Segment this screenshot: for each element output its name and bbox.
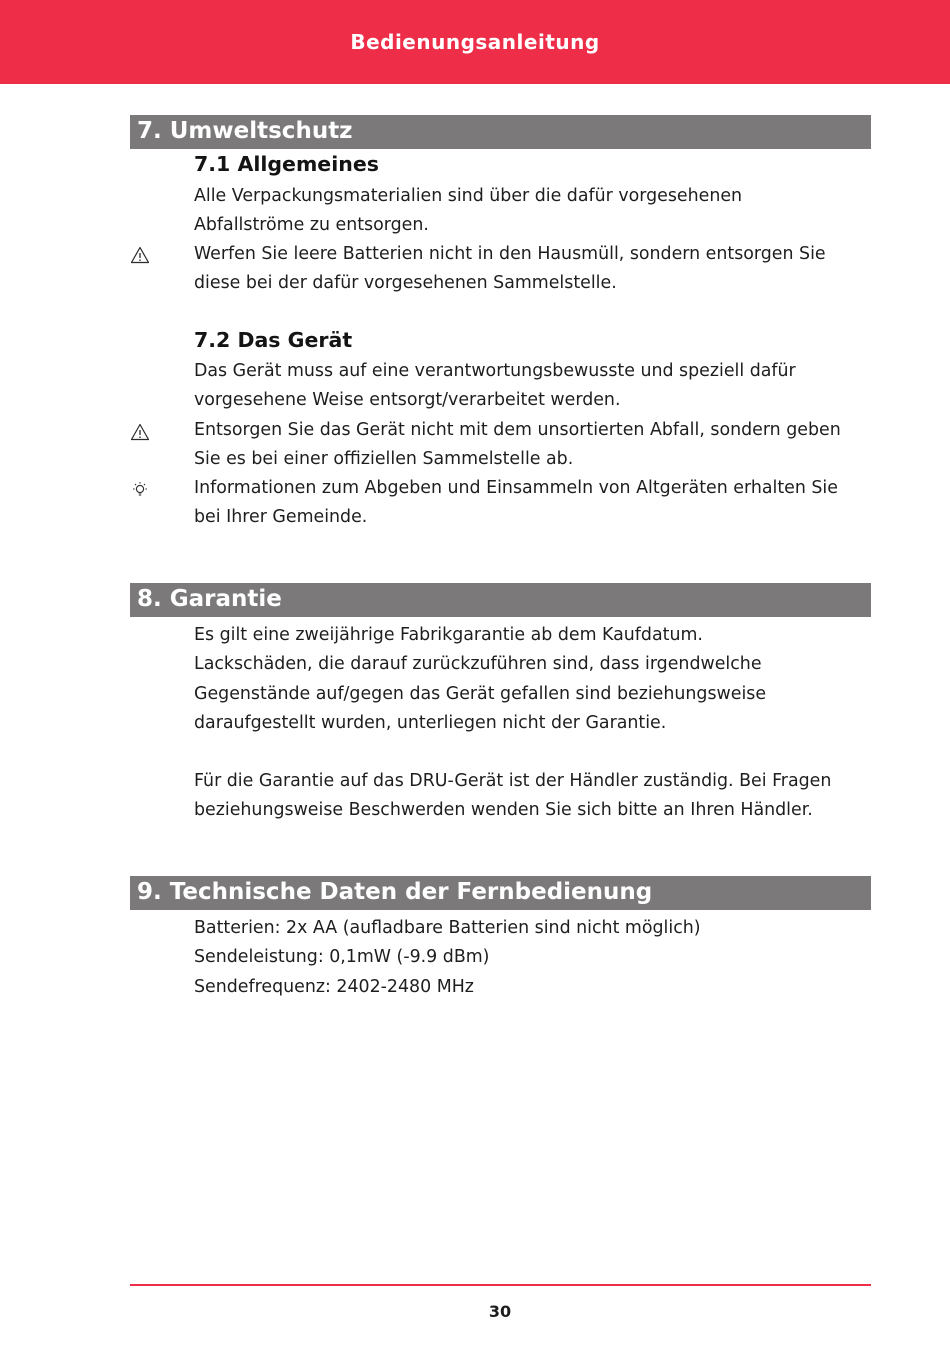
paragraph-device-disposal [194,357,874,416]
subsection-heading-7-2: 7.2 Das Gerät [194,328,353,352]
text-line: Entsorgen Sie das Gerät nicht mit dem unsortierten Abfall, sondern geben [194,420,841,440]
text-line: Sie es bei einer offiziellen Sammelstelle ab. [194,449,574,470]
text-line: Für die Garantie auf das DRU-Gerät ist der Händler zuständig. Bei Fragen [194,771,832,791]
text-line: vorgesehene Weise entsorgt/verarbeitet werden. [194,390,621,411]
paragraph-packaging [194,182,874,241]
paragraph-device-warning [194,416,874,475]
text-line: Gegenstände auf/gegen das Gerät gefallen sind beziehungsweise [194,683,767,704]
section-heading-8 [130,583,871,617]
header-band [0,0,950,84]
footer-rule [130,1284,871,1286]
subsection-heading-7-1: 7.1 Allgemeines [194,152,379,176]
text-line: diese bei der dafür vorgesehenen Sammelstelle. [194,273,617,294]
paragraph-warranty [194,621,874,738]
text-line: daraufgestellt wurden, unterliegen nicht der Garantie. [194,712,667,733]
text-line: Lackschäden, die darauf zurückzuführen sind, dass irgendwelche [194,654,762,675]
section-title: 9. Technische Daten der Fernbedienung [137,879,653,905]
text-line: Werfen Sie leere Batterien nicht in den Hausmüll, sondern entsorgen Sie [194,244,826,264]
page-number: 30 [488,1302,512,1321]
paragraph-collection-info [194,474,874,533]
section-heading-9 [130,876,871,910]
spec-batteries: Batterien: 2x AA (aufladbare Batterien sind nicht möglich) [194,918,701,938]
text-line: Abfallströme zu entsorgen. [194,215,429,236]
text-line: Das Gerät muss auf eine verantwortungsbewusste und speziell dafür [194,361,796,381]
text-line: Alle Verpackungsmaterialien sind über die dafür vorgesehenen [194,186,743,206]
paragraph-dealer [194,767,874,826]
warning-triangle-icon [130,423,150,443]
lightbulb-icon [130,480,150,500]
spec-frequency: Sendefrequenz: 2402-2480 MHz [194,976,474,997]
text-line: Informationen zum Abgeben und Einsammeln von Altgeräten erhalten Sie [194,478,838,498]
paragraph-battery-warning [194,240,874,299]
text-line: Es gilt eine zweijährige Fabrikgarantie ab dem Kaufdatum. [194,625,703,645]
document-title: Bedienungsanleitung [350,30,600,54]
spec-transmit-power: Sendeleistung: 0,1mW (-9.9 dBm) [194,947,490,968]
warning-triangle-icon [130,246,150,266]
text-line: bei Ihrer Gemeinde. [194,507,368,528]
section-title: 7. Umweltschutz [137,118,353,144]
tech-specs-list [194,914,874,1002]
section-heading-7 [130,115,871,149]
section-title: 8. Garantie [137,586,282,612]
text-line: beziehungsweise Beschwerden wenden Sie sich bitte an Ihren Händler. [194,800,813,821]
